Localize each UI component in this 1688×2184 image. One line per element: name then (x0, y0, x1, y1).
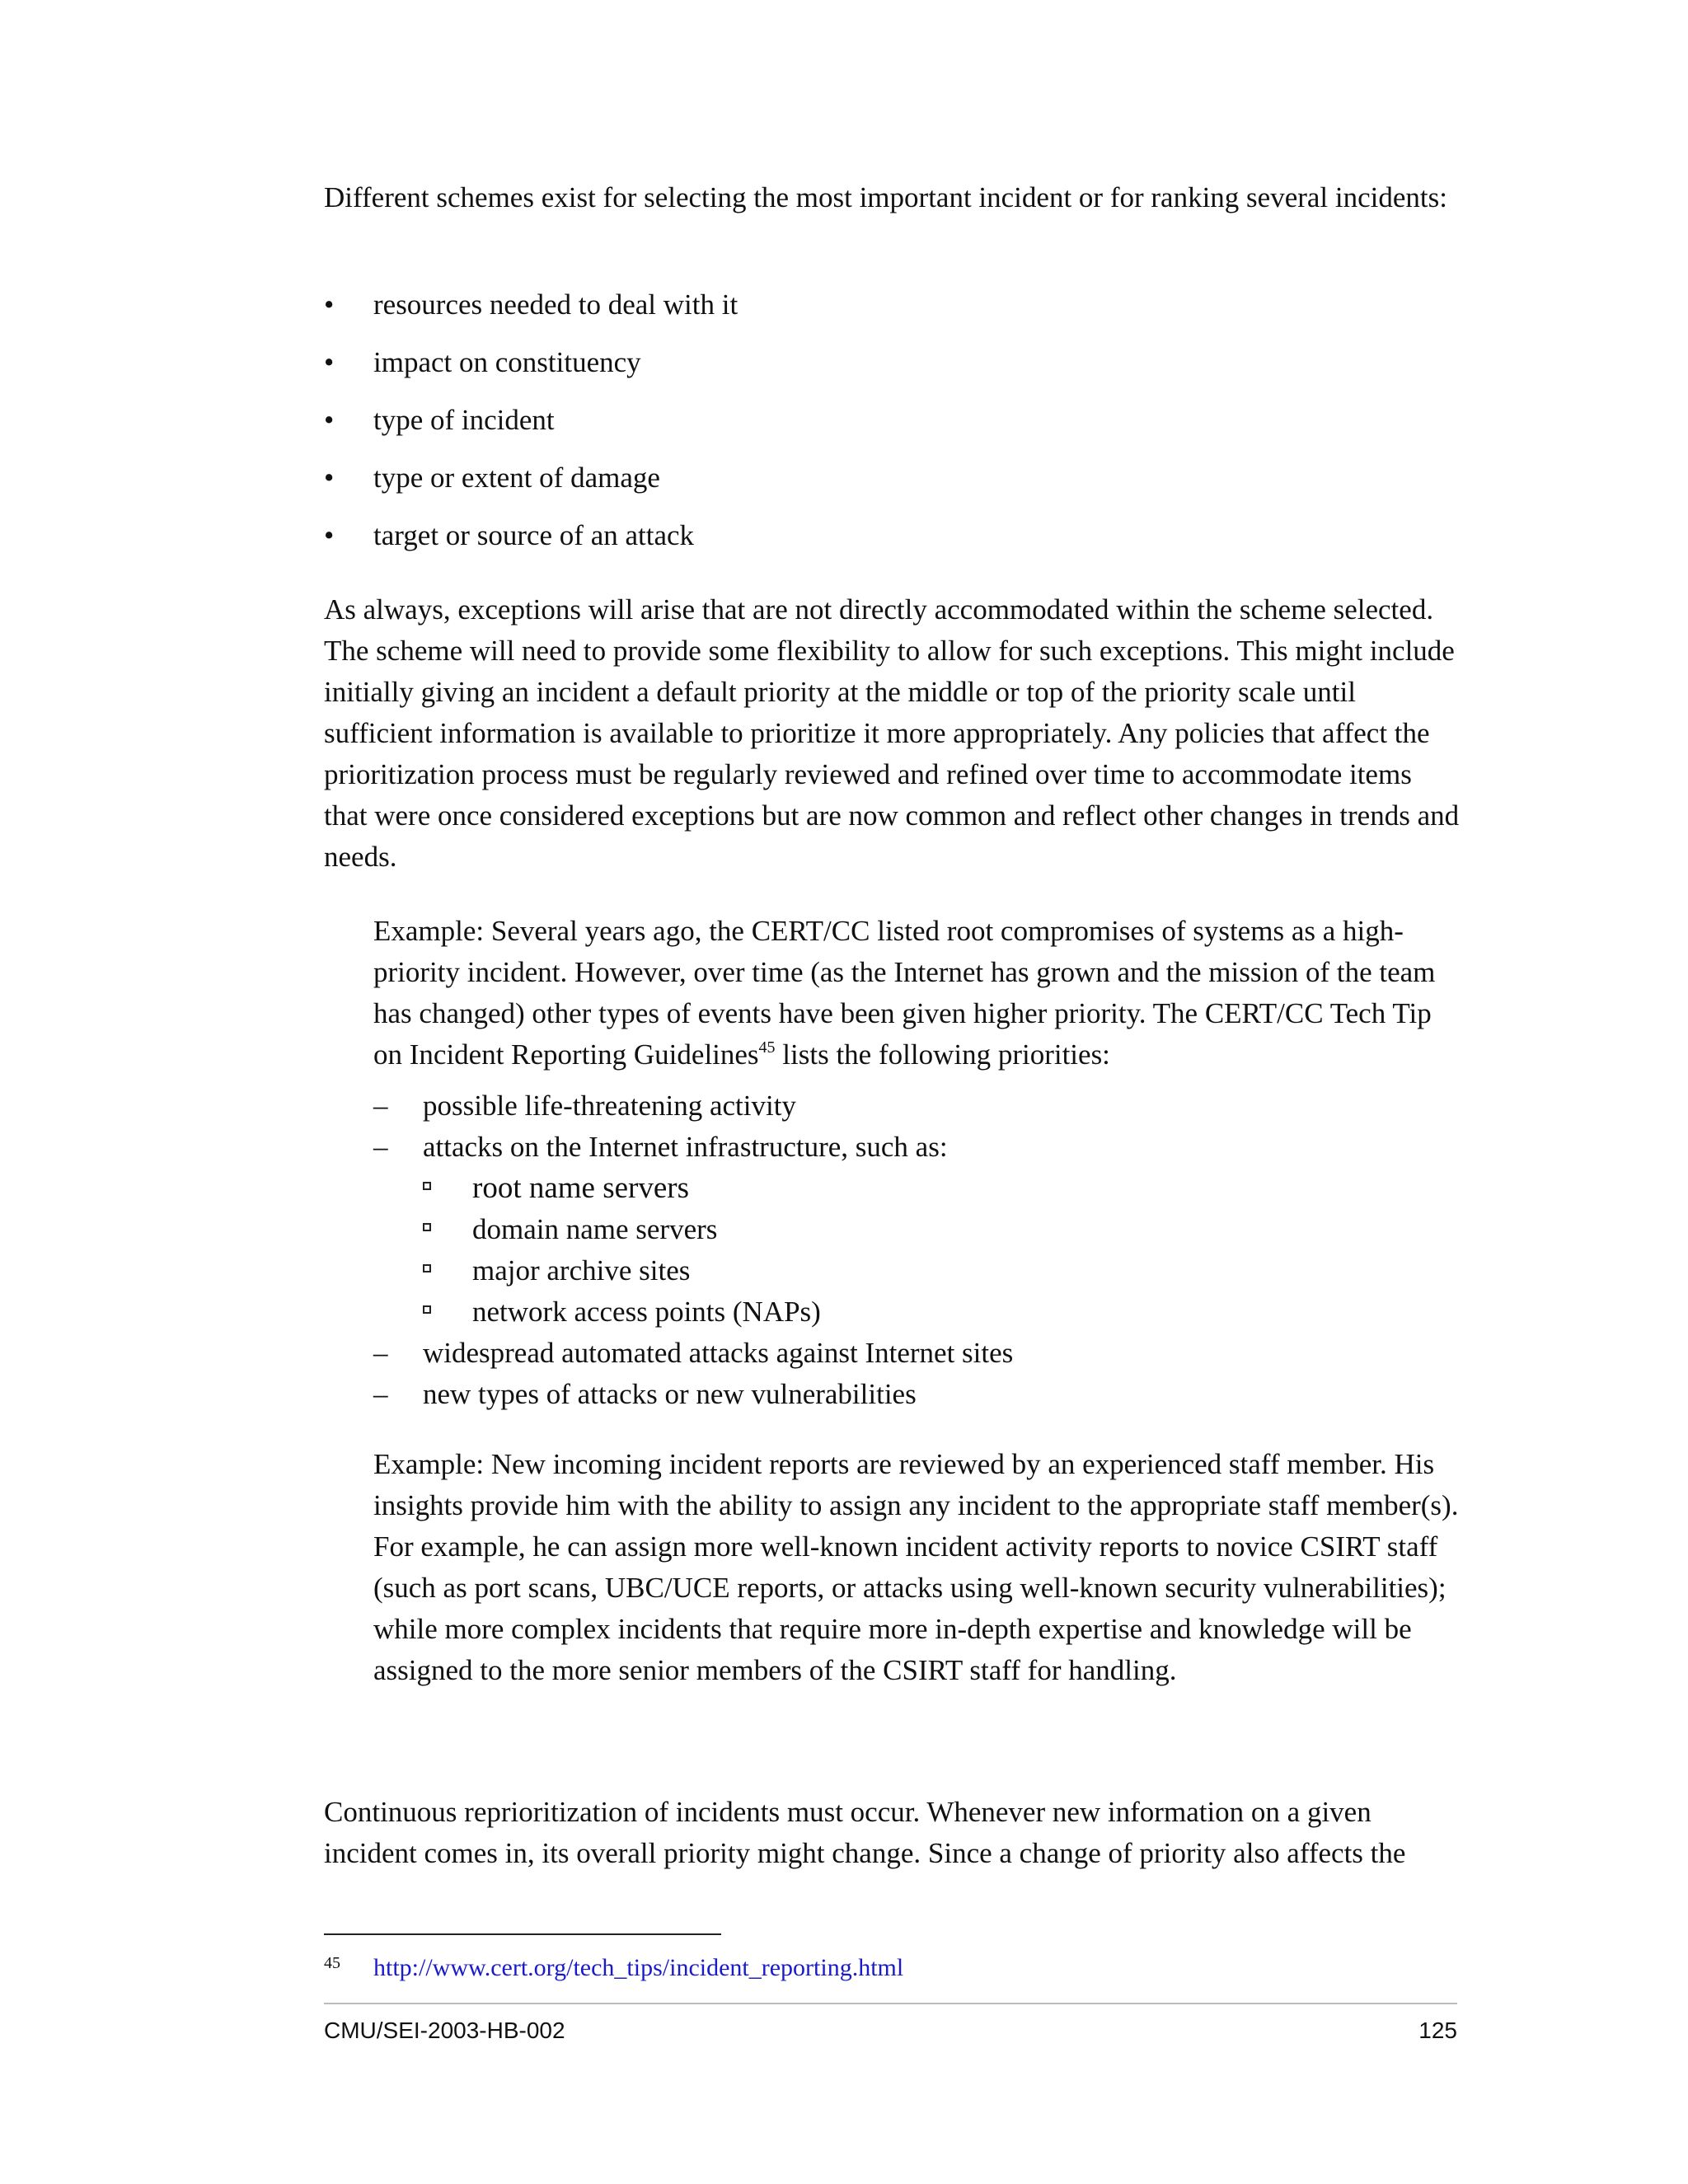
paragraph-text: As always, exceptions will arise that are not directly accommodated within the scheme selected. The scheme will need to provide some flexibility to allow for such exceptions. This might include initially giving an incident a default priority at the middle or top of the priority scale until sufficient information is available to prioritize it more appropriately. Any policies that affect the prioritization process must be regularly reviewed and refined over time to accommodate items that were once considered exceptions but are now common and reflect other changes in trends and needs. (324, 593, 1460, 873)
bullet-icon: • (324, 519, 335, 551)
square-bullet-icon (423, 1223, 431, 1231)
example-text: Example: Several years ago, the CERT/CC listed root compromises of systems as a high-priority incident. However, over time (as the Internet has grown and the mission of the team has changed) other types of events have been given higher priority. The CERT/CC Tech Tip on Incident Reporting Guidelines (373, 915, 1436, 1071)
list-item (373, 1374, 1013, 1415)
dash-icon: – (373, 1090, 388, 1122)
footnote-divider (324, 1933, 721, 1935)
list-item (324, 457, 738, 515)
footnote-reference[interactable]: 45 (758, 1038, 776, 1057)
exceptions-paragraph (324, 589, 1461, 878)
list-item (324, 515, 738, 573)
sub-list-item (423, 1291, 1013, 1333)
sub-list-item-text: major archive sites (472, 1254, 691, 1286)
dash-icon: – (373, 1337, 388, 1369)
footer-divider (324, 2003, 1457, 2004)
square-bullet-icon (423, 1182, 431, 1190)
infrastructure-sub-list (423, 1168, 1013, 1333)
list-item (373, 1333, 1013, 1374)
bullet-icon: • (324, 462, 335, 494)
bullet-icon: • (324, 404, 335, 436)
sub-list-item-text: network access points (NAPs) (472, 1296, 821, 1328)
list-item-text: possible life-threatening activity (423, 1090, 796, 1122)
example-staff-assignment (373, 1444, 1461, 1691)
footer-document-id: CMU/SEI-2003-HB-002 (324, 2018, 565, 2043)
sub-list-item-text: domain name servers (472, 1213, 718, 1245)
intro-text: Different schemes exist for selecting the most important incident or for ranking several incidents: (324, 181, 1447, 213)
sub-list-container (373, 1168, 1013, 1333)
bullet-icon: • (324, 346, 335, 378)
list-item (373, 1085, 1013, 1127)
list-item-text: type of incident (373, 404, 555, 436)
paragraph-text: Continuous reprioritization of incidents must occur. Whenever new information on a given incident comes in, its overall priority might change. Since a change of priority also affects the (324, 1796, 1406, 1869)
list-item (324, 342, 738, 400)
footnote-number: 45 (324, 1954, 340, 1972)
example-text: Example: New incoming incident reports are reviewed by an experienced staff member. His insights provide him with the ability to assign any incident to the appropriate staff member(s). For example, he can assign more well-known incident activity reports to novice CSIRT staff (such as port scans, UBC/UCE reports, or attacks using well-known security vulnerabilities); while more complex incidents that require more in-depth expertise and knowledge will be assigned to the more senior members of the CSIRT staff for handling. (373, 1448, 1459, 1686)
sub-list-item (423, 1250, 1013, 1291)
intro-paragraph (324, 177, 1461, 218)
list-item-text: resources needed to deal with it (373, 288, 738, 321)
bullet-icon: • (324, 288, 335, 321)
list-item-text: type or extent of damage (373, 462, 660, 494)
list-item-text: widespread automated attacks against Internet sites (423, 1337, 1014, 1369)
sub-list-item (423, 1168, 1013, 1209)
list-item-text: impact on constituency (373, 346, 641, 378)
reprioritization-paragraph (324, 1792, 1461, 1874)
ranking-schemes-list (324, 284, 738, 573)
list-item (373, 1127, 1013, 1168)
square-bullet-icon (423, 1305, 431, 1314)
page-number: 125 (1418, 2018, 1457, 2043)
list-item-text: attacks on the Internet infrastructure, such as: (423, 1131, 948, 1163)
example-cert-priorities (373, 911, 1461, 1076)
sub-list-item (423, 1209, 1013, 1250)
priorities-list (373, 1085, 1013, 1415)
example-text-tail: lists the following priorities: (775, 1038, 1110, 1071)
list-item (324, 400, 738, 457)
list-item-text: target or source of an attack (373, 519, 695, 551)
footnote-link[interactable]: http://www.cert.org/tech_tips/incident_reporting.html (373, 1954, 904, 1981)
sub-list-item-text: root name servers (472, 1171, 690, 1205)
list-item (324, 284, 738, 342)
list-item-text: new types of attacks or new vulnerabilities (423, 1378, 917, 1410)
dash-icon: – (373, 1378, 388, 1410)
dash-icon: – (373, 1131, 388, 1163)
square-bullet-icon (423, 1264, 431, 1272)
